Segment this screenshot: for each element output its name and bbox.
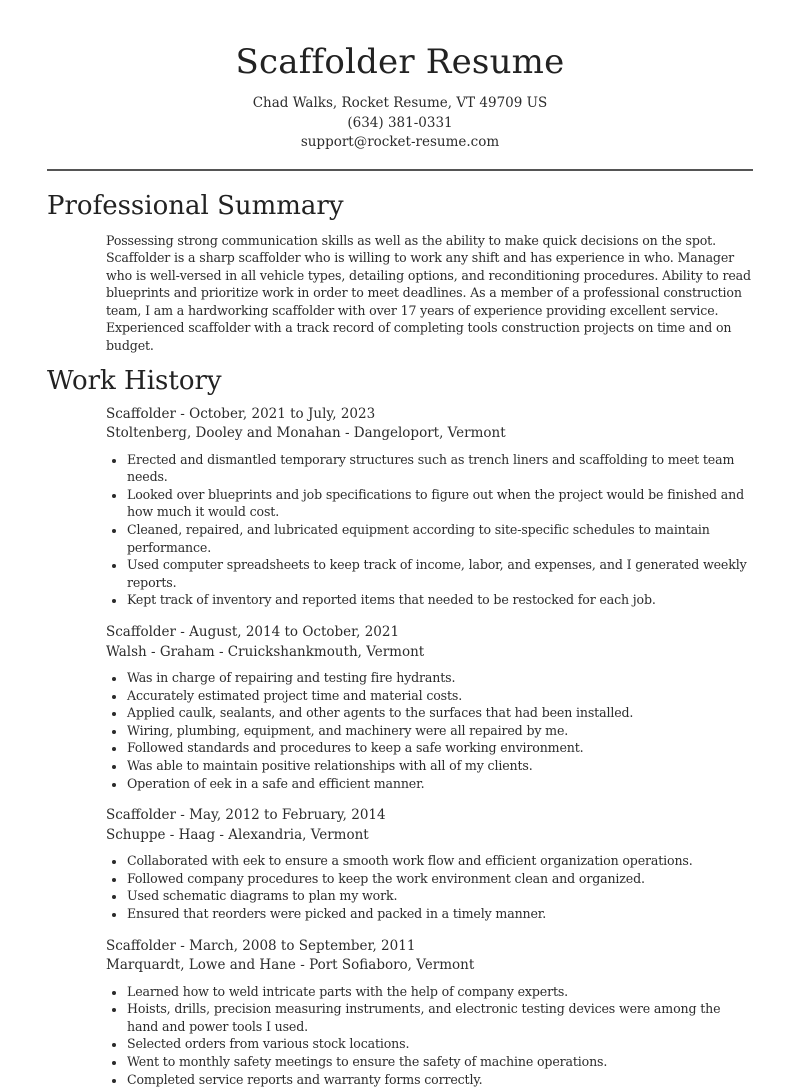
- resume-header: [0, 0, 800, 153]
- job-title-dates: Scaffolder - October, 2021 to July, 2023: [106, 405, 752, 425]
- job-bullet: Followed company procedures to keep the work environment clean and organized.: [106, 870, 752, 888]
- job-bullet: Operation of eek in a safe and efficient manner.: [106, 775, 752, 793]
- work-history-section: [0, 364, 800, 1088]
- contact-address: Chad Walks, Rocket Resume, VT 49709 US: [0, 94, 800, 114]
- header-divider: [47, 169, 753, 171]
- job-bullet: Collaborated with eek to ensure a smooth work flow and efficient organization operations.: [106, 852, 752, 870]
- job-entry: [106, 405, 752, 609]
- job-company-location: Marquardt, Lowe and Hane - Port Sofiaboro, Vermont: [106, 956, 752, 976]
- job-bullet: Applied caulk, sealants, and other agents to the surfaces that had been installed.: [106, 704, 752, 722]
- job-bullet: Was in charge of repairing and testing fire hydrants.: [106, 669, 752, 687]
- summary-text: Possessing strong communication skills as well as the ability to make quick decisions on the spot. Scaffolder is a sharp scaffolder who is willing to work any shift and has experience in who. Manager who is well-versed in all vehicle types, detailing options, and reconditioning procedures. Ability to read blueprints and prioritize work in order to meet deadlines. As a member of a professional construction team, I am a hardworking scaffolder with over 17 years of experience providing excellent service. Experienced scaffolder with a track record of completing tools construction projects on time and on budget.: [106, 232, 752, 355]
- job-bullet: Was able to maintain positive relationships with all of my clients.: [106, 757, 752, 775]
- job-bullet: Kept track of inventory and reported items that needed to be restocked for each job.: [106, 591, 752, 609]
- job-bullet: Used computer spreadsheets to keep track of income, labor, and expenses, and I generated weekly reports.: [106, 556, 752, 591]
- professional-summary-section: [0, 189, 800, 355]
- job-bullet: Accurately estimated project time and material costs.: [106, 687, 752, 705]
- job-bullet-list: [106, 669, 752, 792]
- job-bullet: Selected orders from various stock locations.: [106, 1035, 752, 1053]
- job-bullet: Used schematic diagrams to plan my work.: [106, 887, 752, 905]
- job-title-dates: Scaffolder - May, 2012 to February, 2014: [106, 806, 752, 826]
- job-bullet: Erected and dismantled temporary structures such as trench liners and scaffolding to meet team needs.: [106, 451, 752, 486]
- job-bullet-list: [106, 852, 752, 922]
- job-bullet: Followed standards and procedures to keep a safe working environment.: [106, 739, 752, 757]
- job-bullet: Hoists, drills, precision measuring instruments, and electronic testing devices were among the hand and power tools I used.: [106, 1000, 752, 1035]
- job-company-location: Schuppe - Haag - Alexandria, Vermont: [106, 826, 752, 846]
- job-bullet-list: [106, 983, 752, 1088]
- job-bullet: Wiring, plumbing, equipment, and machinery were all repaired by me.: [106, 722, 752, 740]
- job-entry: [106, 806, 752, 922]
- section-heading-summary: Professional Summary: [47, 189, 800, 223]
- job-bullet: Completed service reports and warranty forms correctly.: [106, 1071, 752, 1088]
- job-title-dates: Scaffolder - August, 2014 to October, 2021: [106, 623, 752, 643]
- job-bullet: Ensured that reorders were picked and packed in a timely manner.: [106, 905, 752, 923]
- job-bullet: Went to monthly safety meetings to ensure the safety of machine operations.: [106, 1053, 752, 1071]
- job-entry: [106, 623, 752, 792]
- resume-title: Scaffolder Resume: [0, 40, 800, 84]
- job-bullet: Looked over blueprints and job specifications to figure out when the project would be finished and how much it would cost.: [106, 486, 752, 521]
- job-entry: [106, 937, 752, 1088]
- job-company-location: Walsh - Graham - Cruickshankmouth, Vermont: [106, 643, 752, 663]
- job-bullet: Cleaned, repaired, and lubricated equipment according to site-specific schedules to maintain performance.: [106, 521, 752, 556]
- job-title-dates: Scaffolder - March, 2008 to September, 2011: [106, 937, 752, 957]
- section-heading-work-history: Work History: [47, 364, 800, 398]
- job-bullet: Learned how to weld intricate parts with the help of company experts.: [106, 983, 752, 1001]
- job-company-location: Stoltenberg, Dooley and Monahan - Dangeloport, Vermont: [106, 424, 752, 444]
- job-bullet-list: [106, 451, 752, 609]
- contact-block: [0, 94, 800, 153]
- contact-phone: (634) 381-0331: [0, 114, 800, 134]
- contact-email: support@rocket-resume.com: [0, 133, 800, 153]
